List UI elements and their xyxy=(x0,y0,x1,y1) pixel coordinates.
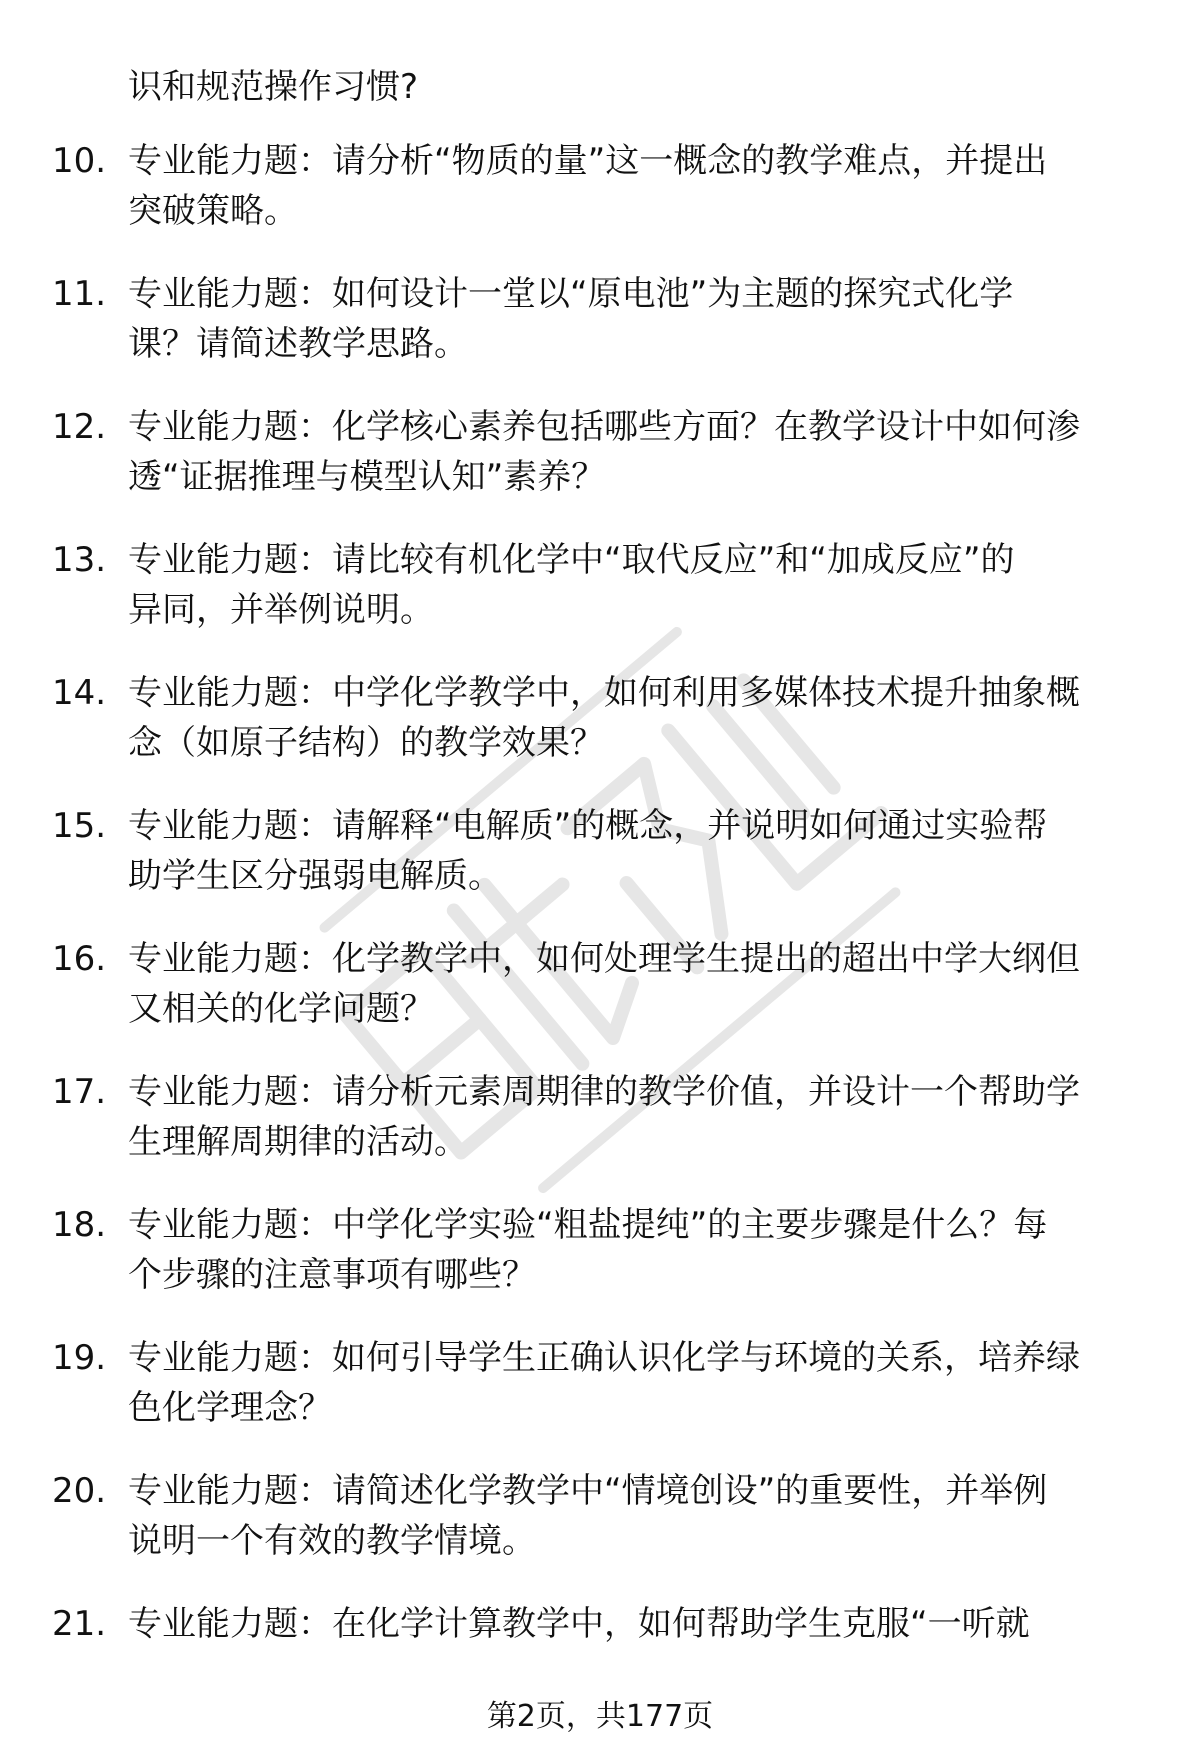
question-item xyxy=(0,1599,1200,1699)
question-text-line-1: 专业能力题：如何引导学生正确认识化学与环境的关系，培养绿 xyxy=(128,1338,1080,1378)
question-text-line-2: 个步骤的注意事项有哪些？ xyxy=(128,1255,536,1295)
question-number: 18. xyxy=(52,1205,107,1245)
question-number: 19. xyxy=(52,1338,107,1378)
question-text-line-2: 课？请简述教学思路。 xyxy=(128,324,468,364)
question-text-line-1: 专业能力题：中学化学教学中，如何利用多媒体技术提升抽象概 xyxy=(128,673,1080,713)
question-text-line-1: 专业能力题：化学核心素养包括哪些方面？在教学设计中如何渗 xyxy=(128,407,1080,447)
question-text-line-2: 色化学理念？ xyxy=(128,1388,332,1428)
question-number: 16. xyxy=(52,939,107,979)
question-item xyxy=(0,269,1200,369)
question-text-line-2: 又相关的化学问题？ xyxy=(128,989,434,1029)
question-item xyxy=(0,801,1200,901)
question-text-line-1: 专业能力题：请解释“电解质”的概念，并说明如何通过实验帮 xyxy=(128,806,1048,846)
question-text-line-2: 生理解周期律的活动。 xyxy=(128,1122,468,1162)
question-item xyxy=(0,535,1200,635)
question-item xyxy=(0,668,1200,768)
question-number: 11. xyxy=(52,274,107,314)
question-item xyxy=(0,136,1200,236)
question-number: 15. xyxy=(52,806,107,846)
question-text-line-1: 专业能力题：请比较有机化学中“取代反应”和“加成反应”的 xyxy=(128,540,1015,580)
question-number: 17. xyxy=(52,1072,107,1112)
question-number: 10. xyxy=(52,141,107,181)
question-text-line-2: 说明一个有效的教学情境。 xyxy=(128,1521,536,1561)
question-text-line-1: 专业能力题：中学化学实验“粗盐提纯”的主要步骤是什么？每 xyxy=(128,1205,1048,1245)
question-text-line-2: 助学生区分强弱电解质。 xyxy=(128,856,502,896)
question-number: 12. xyxy=(52,407,107,447)
question-text-line-2: 异同，并举例说明。 xyxy=(128,590,434,630)
question-text-line-1: 专业能力题：请分析“物质的量”这一概念的教学难点，并提出 xyxy=(128,141,1048,181)
page-footer: 第2页，共177页 xyxy=(486,1699,714,1734)
question-item xyxy=(0,1200,1200,1300)
question-item xyxy=(0,1067,1200,1167)
question-item xyxy=(0,402,1200,502)
question-item xyxy=(0,1333,1200,1433)
question-item xyxy=(0,934,1200,1034)
question-number: 21. xyxy=(52,1604,107,1644)
question-item xyxy=(0,1466,1200,1566)
question-text-line-2: 念（如原子结构）的教学效果？ xyxy=(128,723,604,763)
question-text-line-2: 透“证据推理与模型认知”素养？ xyxy=(128,457,606,497)
question-text-line-1: 专业能力题：请简述化学教学中“情境创设”的重要性，并举例 xyxy=(128,1471,1048,1511)
question-number: 14. xyxy=(52,673,107,713)
question-text-line-1: 专业能力题：在化学计算教学中，如何帮助学生克服“一听就 xyxy=(128,1604,1030,1644)
question-continuation-text: 识和规范操作习惯? xyxy=(128,67,419,107)
question-text-line-1: 专业能力题：化学教学中，如何处理学生提出的超出中学大纲但 xyxy=(128,939,1080,979)
question-number: 13. xyxy=(52,540,107,580)
question-text-line-1: 专业能力题：请分析元素周期律的教学价值，并设计一个帮助学 xyxy=(128,1072,1080,1112)
question-text-line-1: 专业能力题：如何设计一堂以“原电池”为主题的探究式化学 xyxy=(128,274,1014,314)
question-text-line-2: 突破策略。 xyxy=(128,191,298,231)
question-list xyxy=(0,136,1200,1732)
question-number: 20. xyxy=(52,1471,107,1511)
